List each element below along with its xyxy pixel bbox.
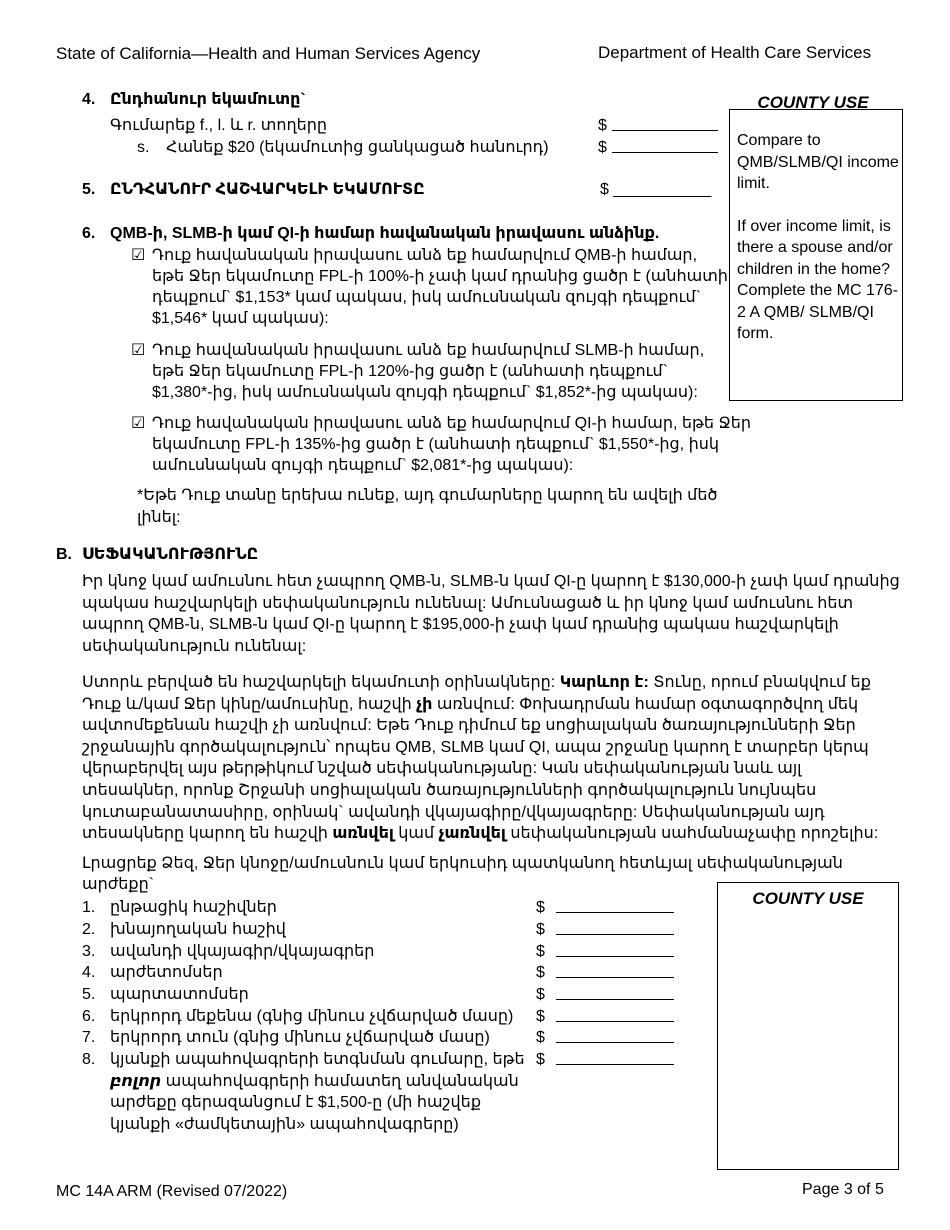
list-item-number: 7. xyxy=(82,1029,96,1046)
list-item-number: 5. xyxy=(82,986,96,1003)
item-number: 6. xyxy=(82,225,96,242)
amount-field[interactable] xyxy=(612,152,718,153)
dollar-sign: $ xyxy=(598,139,607,156)
form-number: MC 14A ARM (Revised 07/2022) xyxy=(56,1183,288,1200)
checkbox-checked[interactable]: ☑ xyxy=(131,247,146,264)
dollar-sign: $ xyxy=(536,899,545,916)
amount-field[interactable] xyxy=(612,130,718,131)
section-title: ՍԵՖԱԿԱՆՈՒԹՅՈՒՆԸ xyxy=(82,546,259,563)
list-item-number: 1. xyxy=(82,899,96,916)
list-item: պարտատոմսեր xyxy=(110,986,249,1003)
county-use-box xyxy=(729,109,903,401)
dollar-sign: $ xyxy=(536,964,545,981)
item-title: ԸՆԴՀԱՆՈՒՐ ՀԱՇՎԱՐԿԵԼԻ ԵԿԱՄՈՒՏԸ xyxy=(110,181,425,198)
list-item: ընթացիկ հաշիվներ xyxy=(110,899,277,916)
item-line: Գումարեք f., l. և r. տողերը xyxy=(110,117,328,134)
all-emphasis: բոլոր xyxy=(110,1072,162,1090)
amount-field[interactable] xyxy=(556,1042,674,1043)
dollar-sign: $ xyxy=(536,921,545,938)
dollar-sign: $ xyxy=(536,1029,545,1046)
agency-header: State of California—Health and Human Services Agency xyxy=(56,44,481,63)
amount-field[interactable] xyxy=(556,1021,674,1022)
item-number: 4. xyxy=(82,91,96,108)
list-item: երկրորդ մեքենա (գնից մինուս չվճարված մասը) xyxy=(110,1008,514,1025)
slmb-eligibility-text: Դուք հավանական իրավասու անձ եք համարվում SLMB-ի համար, եթե Ջեր եկամուտը FPL-ի 120%-ից ցածր է (անհատի դեպքում` $1,380*-ից, իսկ ամուսնական զույգի դեպքում` $1,852*-ից պակաս): xyxy=(152,342,705,401)
total-amount-field[interactable]: $ ___________ xyxy=(600,181,712,198)
amount-field[interactable] xyxy=(556,977,674,978)
dollar-sign: $ xyxy=(536,1051,545,1068)
county-use-note: If over income limit, is there a spouse and/or children in the home? Complete the MC 176-2 A QMB/ SLMB/QI form. xyxy=(737,217,898,342)
fill-instructions: Լրացրեք Ձեզ, Ջեր կնոջը/ամուսնուն կամ երկուսիդ պատկանող հետևյալ սեփականության արժեքը` xyxy=(82,855,843,893)
checkbox-checked[interactable]: ☑ xyxy=(131,342,146,359)
list-item: արժետոմսեր xyxy=(110,964,223,981)
qmb-eligibility-text: Դուք հավանական իրավասու անձ եք համարվում QMB-ի համար, եթե Ջեր եկամուտը FPL-ի 100%-ի չափ կամ դրանից ցածր է (անհատի դեպքում` $1,153* կամ պակաս, իսկ ամուսնական զույգի դեպքում` $1,546* կամ պակաս): xyxy=(152,247,728,327)
amount-field[interactable] xyxy=(556,956,674,957)
countable-resources-paragraph: Ստորև բերված են հաշվարկելի եկամուտի օրինակները: Կարևոր է: Տունը, որում բնակվում եք Դուք և/կամ Ջեր կինը/ամուսինը, հաշվի չի առնվում: Փոխադրման համար օգտագործվող մեկ ավտոմեքենան հաշվի չի առնվում: Եթե Դուք դիմում եք սոցիալական ծառայությունների Ջեր շրջանային գործակալություն՝ որպես QMB, SLMB կամ QI, ապա շրջանը կարող է տարբեր կերպ վերաբերվել այս թերթիկում նշված սեփականությանը: Կան սեփականության նաև այլ տեսակներ, որոնք Շրջանի սոցիալական ծառայությունների գործակալություն նույնպես կուտաբանատասիրը, օրինակ` ավանդի վկայագիրը/վկայագրերը: Սեփականության այդ տեսակները կարող են հաշվի առնվել կամ չառնվել սեփականության սահմանաչափը որոշելիս: xyxy=(82,674,879,843)
not-counted-emphasis: չառնվել xyxy=(438,825,506,843)
item-number: 5. xyxy=(82,181,96,198)
list-item-number: 2. xyxy=(82,921,96,938)
not-emphasis: չի xyxy=(416,695,433,713)
county-use-title: COUNTY USE xyxy=(757,93,869,112)
checkbox-checked[interactable]: ☑ xyxy=(131,415,146,432)
page-number: Page 3 of 5 xyxy=(802,1181,884,1198)
list-item: կյանքի ապահովագրերի ետգնման գումարը, եթե բոլոր ապահովագրերի համատեղ անվանական արժեքը գերազանցում է $1,500-ը (մի հաշվեք կյանքի «ժամկետային» ապահովագրերը) xyxy=(110,1051,525,1133)
item-title: QMB-ի, SLMB-ի կամ QI-ի համար հավանական իրավասու անձինք. xyxy=(110,225,660,242)
county-use-note: Compare to QMB/SLMB/QI income limit. xyxy=(737,132,899,192)
resources-paragraph: Իր կնոջ կամ ամուսնու հետ չապրող QMB-ն, SLMB-ն կամ QI-ը կարող է $130,000-ի չափ կամ դրանից պակաս հաշվարկելի սեփականություն ունենալ: Ամուսնացած և իր կնոջ կամ ամուսնու հետ ապրող QMB-ն, SLMB-ն կամ QI-ը կարող է $195,000-ի չափ կամ դրանից պակաս հաշվարկելի սեփականություն ունենալ: xyxy=(82,573,900,655)
dollar-sign: $ xyxy=(598,117,607,134)
dollar-sign: $ xyxy=(536,1008,545,1025)
counted-emphasis: առնվել xyxy=(332,825,394,843)
list-item-number: 8. xyxy=(82,1051,96,1068)
amount-field[interactable] xyxy=(556,999,674,1000)
list-item: երկրորդ տուն (գնից մինուս չվճարված մասը) xyxy=(110,1029,490,1046)
department-header: Department of Health Care Services xyxy=(598,43,872,62)
list-item-number: 4. xyxy=(82,964,96,981)
item-sub-label: s. xyxy=(137,139,150,156)
item-line: Հանեք $20 (եկամուտից ցանկացած հանուրդ) xyxy=(166,139,549,156)
amount-field[interactable] xyxy=(556,912,674,913)
qi-eligibility-text: Դուք հավանական իրավասու անձ եք համարվում QI-ի համար, եթե Ջեր եկամուտը FPL-ի 135%-ից ցածր է (անհատի դեպքում` $1,550*-ից, իսկ ամուսնական զույգի դեպքում` $2,081*-ից պակաս): xyxy=(152,415,752,474)
important-label: Կարևոր է: xyxy=(559,674,649,691)
list-item: խնայողական հաշիվ xyxy=(110,921,286,938)
county-use-box xyxy=(717,882,899,1170)
amount-field[interactable] xyxy=(556,1064,674,1065)
list-item: ավանդի վկայագիր/վկայագրեր xyxy=(110,943,375,960)
dollar-sign: $ xyxy=(536,986,545,1003)
county-use-title: COUNTY USE xyxy=(752,889,864,908)
item-title: Ընդհանուր եկամուտը` xyxy=(110,91,306,108)
dollar-sign: $ xyxy=(536,943,545,960)
amount-field[interactable] xyxy=(556,934,674,935)
footnote: *Եթե Դուք տանը երեխա ունեք, այդ գումարները կարող են ավելի մեծ լինել: xyxy=(137,487,718,526)
section-letter: B. xyxy=(56,546,72,563)
list-item-number: 6. xyxy=(82,1008,96,1025)
list-item-number: 3. xyxy=(82,943,96,960)
